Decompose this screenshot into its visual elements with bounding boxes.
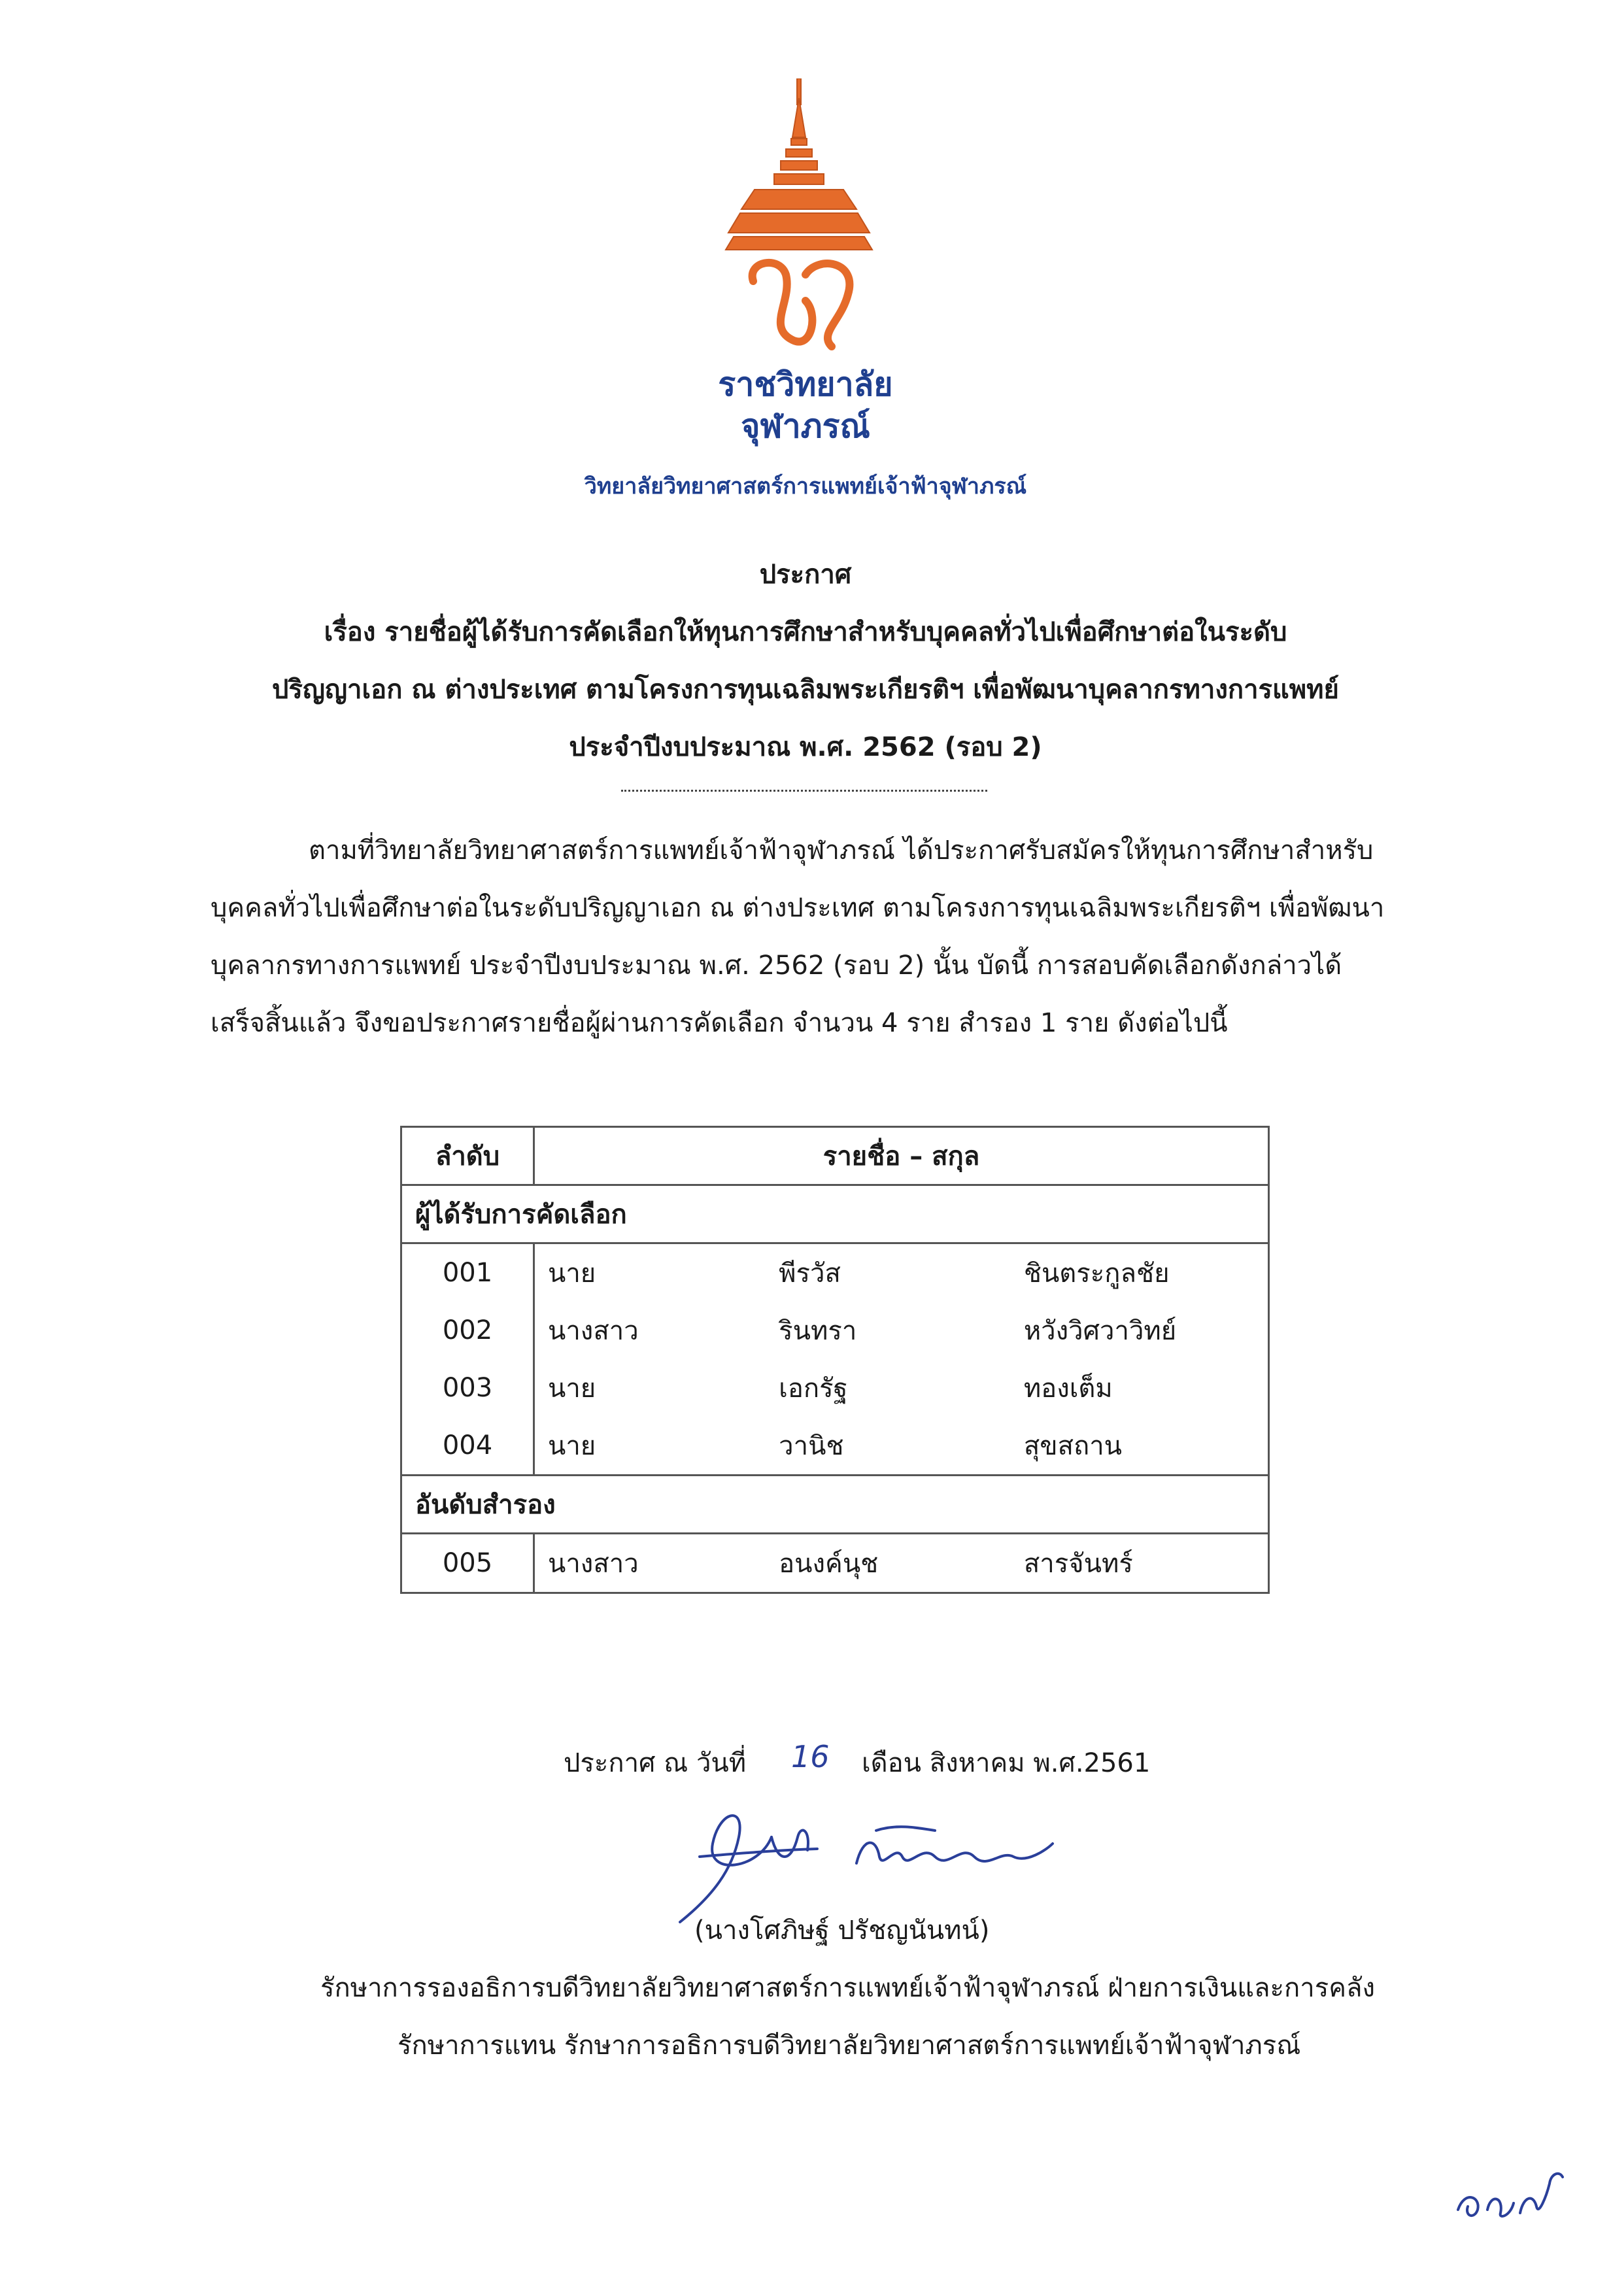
section-selected-label: ผู้ได้รับการคัดเลือก <box>401 1185 1269 1243</box>
row-first-name: พีรวัส <box>779 1258 841 1289</box>
org-name-line2: จุฬาภรณ์ <box>741 407 870 445</box>
row-title: นาย <box>548 1374 596 1404</box>
college-seal-icon <box>707 78 890 366</box>
table-row <box>401 1243 1269 1302</box>
row-title: นางสาว <box>548 1549 639 1579</box>
date-suffix: เดือน สิงหาคม พ.ศ.2561 <box>862 1748 1151 1778</box>
announcement-subject-line1: เรื่อง รายชื่อผู้ได้รับการคัดเลือกให้ทุนการศึกษาสำหรับบุคคลทั่วไปเพื่อศึกษาต่อในระดับ <box>324 617 1287 647</box>
org-name-line1: ราชวิทยาลัย <box>718 365 893 403</box>
announcement-subject-line2: ปริญญาเอก ณ ต่างประเทศ ตามโครงการทุนเฉลิมพระเกียรติฯ เพื่อพัฒนาบุคลากรทางการแพทย์ <box>272 675 1339 705</box>
row-no: 001 <box>401 1243 534 1302</box>
announcement-subject-line3: ประจำปีงบประมาณ พ.ศ. 2562 (รอบ 2) <box>569 732 1042 762</box>
table-row <box>401 1534 1269 1593</box>
row-last-name: หวังวิศวาวิทย์ <box>1023 1316 1177 1346</box>
announcement-heading: ประกาศ <box>759 560 852 590</box>
signer-name: (นางโศภิษฐ์ ปรัชญนันทน์) <box>694 1916 990 1946</box>
row-last-name: ชินตระกูลชัย <box>1023 1258 1170 1289</box>
title-divider <box>621 790 987 792</box>
section-selected-row <box>401 1185 1269 1243</box>
selected-candidates-table <box>400 1126 1270 1594</box>
header-order: ลำดับ <box>401 1127 534 1185</box>
org-full-name: วิทยาลัยวิทยาศาสตร์การแพทย์เจ้าฟ้าจุฬาภรณ์ <box>584 473 1027 499</box>
body-line2: บุคคลทั่วไปเพื่อศึกษาต่อในระดับปริญญาเอก ณ ต่างประเทศ ตามโครงการทุนเฉลิมพระเกียรติฯ เพื่อพัฒนา <box>211 893 1385 923</box>
handwritten-initials-icon <box>1451 2157 1569 2229</box>
date-day-handwritten: 16 <box>791 1739 830 1774</box>
row-first-name: วานิช <box>779 1431 844 1461</box>
row-last-name: ทองเต็ม <box>1023 1374 1113 1404</box>
section-reserve-row <box>401 1476 1269 1534</box>
row-first-name: รินทรา <box>779 1316 857 1346</box>
row-title: นาย <box>548 1258 596 1289</box>
section-reserve-label: อันดับสำรอง <box>401 1476 1269 1534</box>
row-no: 005 <box>401 1534 534 1593</box>
row-title: นางสาว <box>548 1316 639 1346</box>
date-prefix: ประกาศ ณ วันที่ <box>564 1748 747 1778</box>
body-line1: ตามที่วิทยาลัยวิทยาศาสตร์การแพทย์เจ้าฟ้าจุฬาภรณ์ ได้ประกาศรับสมัครให้ทุนการศึกษาสำหรับ <box>309 836 1374 866</box>
body-line4: เสร็จสิ้นแล้ว จึงขอประกาศรายชื่อผู้ผ่านการคัดเลือก จำนวน 4 ราย สำรอง 1 ราย ดังต่อไปนี้ <box>211 1008 1228 1038</box>
row-last-name: สารจันทร์ <box>1023 1549 1133 1579</box>
row-first-name: เอกรัฐ <box>779 1374 848 1404</box>
row-no: 002 <box>401 1302 534 1359</box>
row-no: 003 <box>401 1359 534 1417</box>
body-line3: บุคลากรทางการแพทย์ ประจำปีงบประมาณ พ.ศ. 2562 (รอบ 2) นั้น บัดนี้ การสอบคัดเลือกดังกล่าวได้ <box>211 951 1342 981</box>
row-first-name: อนงค์นุช <box>779 1549 879 1579</box>
table-header-row <box>401 1127 1269 1185</box>
signer-position-line1: รักษาการรองอธิการบดีวิทยาลัยวิทยาศาสตร์การแพทย์เจ้าฟ้าจุฬาภรณ์ ฝ่ายการเงินและการคลัง <box>320 1973 1376 2003</box>
table-row <box>401 1302 1269 1359</box>
row-no: 004 <box>401 1417 534 1476</box>
table-row <box>401 1417 1269 1476</box>
table-row <box>401 1359 1269 1417</box>
signer-position-line2: รักษาการแทน รักษาการอธิการบดีวิทยาลัยวิทยาศาสตร์การแพทย์เจ้าฟ้าจุฬาภรณ์ <box>398 2031 1301 2061</box>
row-last-name: สุขสถาน <box>1023 1431 1123 1461</box>
header-name: รายชื่อ – สกุล <box>534 1127 1269 1185</box>
row-title: นาย <box>548 1431 596 1461</box>
